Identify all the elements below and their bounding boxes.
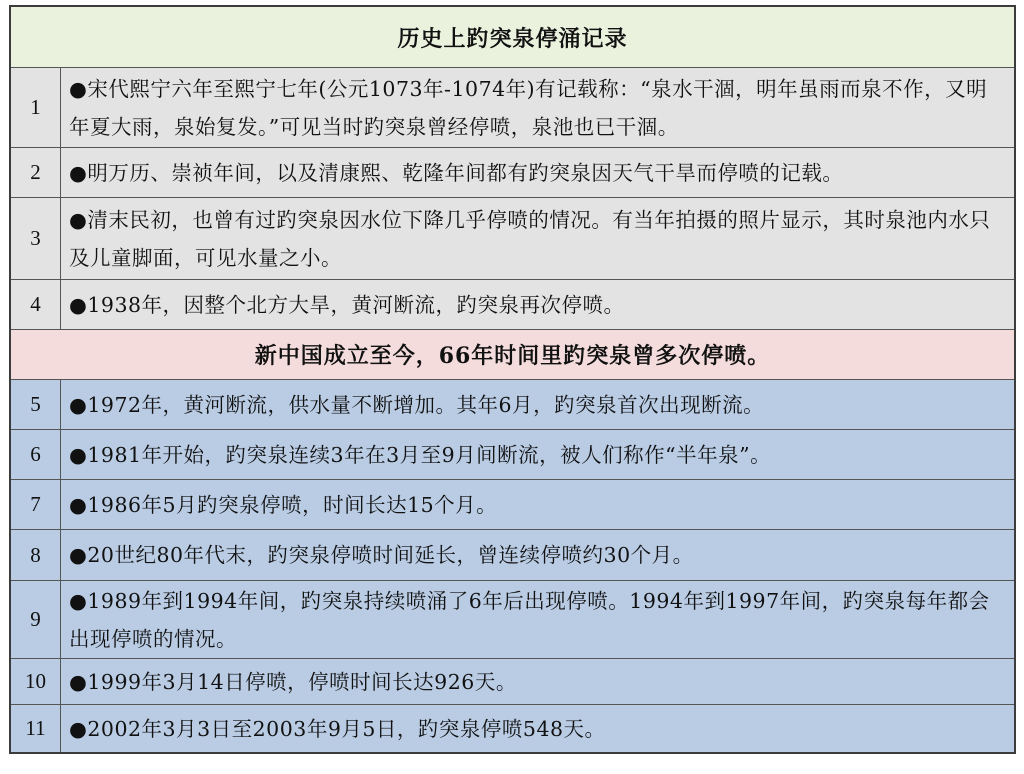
table-row bbox=[11, 704, 1014, 752]
table-row bbox=[11, 658, 1014, 704]
row-number: 1 bbox=[11, 68, 61, 147]
row-number: 5 bbox=[11, 380, 61, 429]
row-number: 8 bbox=[11, 530, 61, 580]
row-text: ●明万历、崇祯年间，以及清康熙、乾隆年间都有趵突泉因天气干旱而停喷的记载。 bbox=[69, 160, 844, 185]
row-text: ●1972年，黄河断流，供水量不断增加。其年6月，趵突泉首次出现断流。 bbox=[69, 392, 765, 417]
table-row bbox=[11, 529, 1014, 580]
row-text: ●2002年3月3日至2003年9月5日，趵突泉停喷548天。 bbox=[69, 716, 606, 741]
row-text: ●20世纪80年代末，趵突泉停喷时间延长，曾连续停喷约30个月。 bbox=[69, 543, 694, 567]
row-text: ●1999年3月14日停喷，停喷时间长达926天。 bbox=[69, 669, 517, 694]
table-row bbox=[11, 147, 1014, 197]
table-row bbox=[11, 67, 1014, 147]
row-text: ●清末民初，也曾有过趵突泉因水位下降几乎停喷的情况。有当年拍摄的照片显示，其时泉池内水只及儿童脚面，可见水量之小。 bbox=[69, 207, 991, 270]
row-number: 4 bbox=[11, 280, 61, 329]
row-number: 9 bbox=[11, 581, 61, 658]
row-number: 7 bbox=[11, 480, 61, 529]
table-row bbox=[11, 429, 1014, 479]
table-row bbox=[11, 279, 1014, 329]
row-number: 3 bbox=[11, 198, 61, 279]
table-row bbox=[11, 379, 1014, 429]
row-number: 6 bbox=[11, 430, 61, 479]
table-row bbox=[11, 580, 1014, 658]
row-number: 11 bbox=[11, 705, 61, 752]
records-table bbox=[9, 5, 1016, 754]
row-number: 2 bbox=[11, 148, 61, 197]
row-text: ●1938年，因整个北方大旱，黄河断流，趵突泉再次停喷。 bbox=[69, 292, 625, 317]
section-heading: 新中国成立至今，66年时间里趵突泉曾多次停喷。 bbox=[11, 329, 1014, 379]
row-number: 10 bbox=[11, 659, 61, 704]
row-text: ●1989年到1994年间，趵突泉持续喷涌了6年后出现停喷。1994年到1997年间，趵突泉每年都会出现停喷的情况。 bbox=[69, 588, 990, 651]
row-text: ●宋代熙宁六年至熙宁七年(公元1073年-1074年)有记载称：“泉水干涸，明年虽雨而泉不作，又明年夏大雨，泉始复发。”可见当时趵突泉曾经停喷，泉池也已干涸。 bbox=[69, 76, 988, 139]
row-text: ●1981年开始，趵突泉连续3年在3月至9月间断流，被人们称作“半年泉”。 bbox=[69, 442, 772, 467]
table-row bbox=[11, 479, 1014, 529]
row-text: ●1986年5月趵突泉停喷，时间长达15个月。 bbox=[69, 492, 498, 517]
table-row bbox=[11, 197, 1014, 279]
table-title: 历史上趵突泉停涌记录 bbox=[11, 7, 1014, 67]
